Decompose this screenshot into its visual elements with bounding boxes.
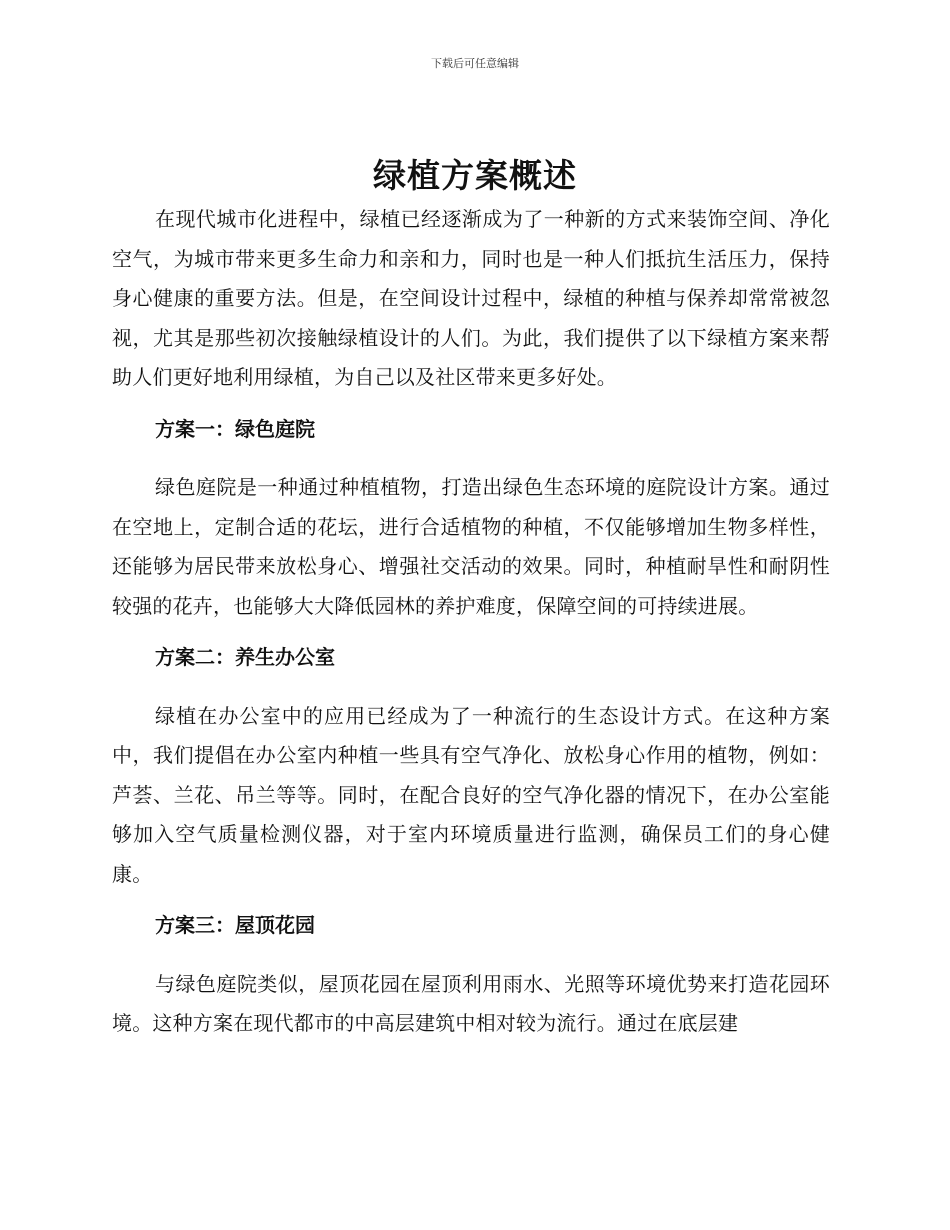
header-note: 下载后可任意编辑 <box>431 57 519 70</box>
document-body <box>112 200 830 1044</box>
section-2 <box>112 638 830 894</box>
section-heading: 方案一：绿色庭院 <box>155 416 315 441</box>
section-paragraph: 绿植在办公室中的应用已经成为了一种流行的生态设计方式。在这种方案中，我们提倡在办公室内种植一些具有空气净化、放松身心作用的植物，例如：芦荟、兰花、吊兰等等。同时，在配合良好的空气净化器的情况下，在办公室能够加入空气质量检测仪器，对于室内环境质量进行监测，确保员工们的身心健康。 <box>112 703 830 886</box>
section-paragraph: 与绿色庭院类似，屋顶花园在屋顶利用雨水、光照等环境优势来打造花园环境。这种方案在现代都市的中高层建筑中相对较为流行。通过在底层建 <box>112 971 830 1035</box>
intro-paragraph: 在现代城市化进程中，绿植已经逐渐成为了一种新的方式来装饰空间、净化空气，为城市带来更多生命力和亲和力，同时也是一种人们抵抗生活压力，保持身心健康的重要方法。但是，在空间设计过程中，绿植的种植与保养却常常被忽视，尤其是那些初次接触绿植设计的人们。为此，我们提供了以下绿植方案来帮助人们更好地利用绿植，为自己以及社区带来更多好处。 <box>112 207 830 389</box>
section-1 <box>112 410 830 627</box>
document-title: 绿植方案概述 <box>373 156 577 195</box>
section-heading: 方案二：养生办公室 <box>155 645 335 669</box>
section-3 <box>112 906 830 1044</box>
section-paragraph: 绿色庭院是一种通过种植植物，打造出绿色生态环境的庭院设计方案。通过在空地上，定制合适的花坛，进行合适植物的种植，不仅能够增加生物多样性，还能够为居民带来放松身心、增强社交活动的效果。同时，种植耐旱性和耐阴性较强的花卉，也能够大大降低园林的养护难度，保障空间的可持续进展。 <box>112 475 830 618</box>
section-heading: 方案三：屋顶花园 <box>155 913 315 937</box>
